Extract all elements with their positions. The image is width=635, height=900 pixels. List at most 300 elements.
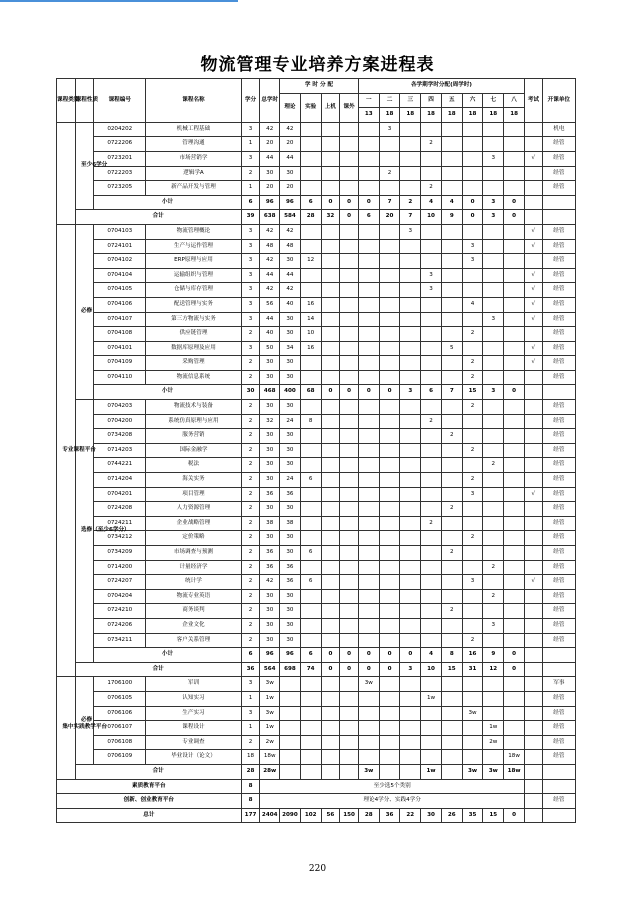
semester-hours-cell [483, 516, 504, 531]
computer-cell [321, 400, 340, 415]
computer-cell [321, 151, 340, 166]
extra-cell [340, 137, 359, 152]
header-name: 课程名称 [146, 79, 241, 123]
semester-hours-cell [358, 239, 379, 254]
course-code: 0724206 [94, 618, 146, 633]
theory-cell: 30 [280, 429, 301, 444]
experiment-cell: 102 [300, 808, 321, 823]
semester-hours-cell [441, 137, 462, 152]
unit-cell: 机电 [542, 122, 575, 137]
extra-cell [340, 487, 359, 502]
unit-cell: 经管 [542, 750, 575, 765]
experiment-cell: 10 [300, 327, 321, 342]
credits-cell: 18 [241, 750, 260, 765]
semester-hours-cell: 0 [462, 210, 483, 225]
semester-hours-cell [400, 122, 421, 137]
header-weeks: 18 [441, 108, 462, 123]
exam-mark [525, 181, 543, 196]
semester-hours-cell [504, 735, 525, 750]
semester-hours-cell [358, 473, 379, 488]
semester-hours-cell [421, 575, 442, 590]
total-hours-cell: 30 [260, 370, 280, 385]
theory-cell: 36 [280, 560, 301, 575]
semester-hours-cell [379, 254, 400, 269]
semester-hours-cell [421, 297, 442, 312]
semester-hours-cell: 2 [441, 429, 462, 444]
course-row [57, 283, 576, 298]
unit-cell: 经管 [542, 458, 575, 473]
semester-hours-cell [358, 575, 379, 590]
experiment-cell: 74 [300, 662, 321, 677]
computer-cell [321, 516, 340, 531]
course-name: 企业战略管理 [146, 516, 241, 531]
semester-hours-cell [358, 502, 379, 517]
semester-hours-cell [462, 151, 483, 166]
exam-mark [525, 531, 543, 546]
experiment-cell [300, 560, 321, 575]
semester-hours-cell [504, 633, 525, 648]
computer-cell [321, 341, 340, 356]
course-row [57, 633, 576, 648]
course-code: 0724210 [94, 604, 146, 619]
semester-hours-cell: 18w [504, 764, 525, 779]
semester-hours-cell: 2 [421, 137, 442, 152]
semester-hours-cell: 0 [504, 195, 525, 210]
computer-cell: 0 [321, 648, 340, 663]
semester-hours-cell [400, 297, 421, 312]
semester-hours-cell [421, 618, 442, 633]
total-hours-cell: 96 [260, 648, 280, 663]
semester-hours-cell [400, 721, 421, 736]
unit-cell [542, 210, 575, 225]
semester-hours-cell [379, 516, 400, 531]
course-name: 税法 [146, 458, 241, 473]
credits-cell: 2 [241, 327, 260, 342]
header-semester: 七 [483, 93, 504, 108]
semester-hours-cell [400, 575, 421, 590]
unit-cell [542, 385, 575, 400]
unit-cell: 经管 [542, 268, 575, 283]
header-semester: 八 [504, 93, 525, 108]
quality-row [57, 779, 576, 794]
theory-cell: 400 [280, 385, 301, 400]
course-code: 0724208 [94, 502, 146, 517]
exam-mark [525, 750, 543, 765]
experiment-cell [300, 239, 321, 254]
quality-note: 至少选5个类别 [260, 779, 525, 794]
course-code: 0744221 [94, 458, 146, 473]
semester-hours-cell [504, 400, 525, 415]
theory-cell: 30 [280, 356, 301, 371]
semester-hours-cell [483, 181, 504, 196]
extra-cell [340, 589, 359, 604]
total-hours-cell: 30 [260, 166, 280, 181]
semester-hours-cell [462, 283, 483, 298]
theory-cell [280, 735, 301, 750]
semester-hours-cell [400, 341, 421, 356]
semester-hours-cell [358, 560, 379, 575]
quality-label: 素质教育平台 [57, 779, 242, 794]
semester-hours-cell [379, 764, 400, 779]
computer-cell: 56 [321, 808, 340, 823]
experiment-cell: 6 [300, 575, 321, 590]
extra-cell [340, 414, 359, 429]
semester-hours-cell [441, 356, 462, 371]
semester-hours-cell [462, 312, 483, 327]
exam-mark [525, 254, 543, 269]
semester-hours-cell [358, 122, 379, 137]
semester-hours-cell [462, 122, 483, 137]
semester-hours-cell [379, 224, 400, 239]
category-cell-blank [57, 122, 76, 224]
theory-cell: 36 [280, 487, 301, 502]
semester-hours-cell: 1w [421, 691, 442, 706]
course-row [57, 618, 576, 633]
credits-cell: 2 [241, 546, 260, 561]
extra-cell [340, 341, 359, 356]
exam-mark [525, 589, 543, 604]
total-hours-cell: 30 [260, 633, 280, 648]
semester-hours-cell [504, 487, 525, 502]
category-professional-text: 专业课程平台 [62, 446, 96, 453]
total-hours-cell: 30 [260, 502, 280, 517]
semester-hours-cell: 10 [421, 662, 442, 677]
semester-hours-cell [504, 706, 525, 721]
extra-cell [340, 268, 359, 283]
semester-hours-cell [400, 283, 421, 298]
extra-cell: 0 [340, 662, 359, 677]
exam-mark [525, 618, 543, 633]
theory-cell: 30 [280, 589, 301, 604]
practice-row [57, 735, 576, 750]
unit-cell [542, 779, 575, 794]
semester-hours-cell [358, 516, 379, 531]
unit-cell: 经管 [542, 735, 575, 750]
theory-cell: 42 [280, 122, 301, 137]
unit-cell: 经管 [542, 224, 575, 239]
experiment-cell [300, 137, 321, 152]
computer-cell [321, 239, 340, 254]
semester-hours-cell: 2 [421, 181, 442, 196]
course-name: 毕业设计（论文） [146, 750, 241, 765]
semester-hours-cell [421, 122, 442, 137]
unit-cell: 经管 [542, 633, 575, 648]
semester-hours-cell: 2 [483, 589, 504, 604]
experiment-cell [300, 516, 321, 531]
semester-hours-cell: 30 [421, 808, 442, 823]
semester-hours-cell [358, 400, 379, 415]
semester-hours-cell: 3 [483, 312, 504, 327]
credits-cell: 2 [241, 443, 260, 458]
semester-hours-cell [441, 575, 462, 590]
unit-cell: 经管 [542, 516, 575, 531]
semester-hours-cell [358, 297, 379, 312]
extra-cell [340, 735, 359, 750]
semester-hours-cell [504, 356, 525, 371]
semester-hours-cell [504, 458, 525, 473]
semester-hours-cell [400, 166, 421, 181]
course-code: 0704110 [94, 370, 146, 385]
theory-cell: 30 [280, 531, 301, 546]
exam-mark: √ [525, 283, 543, 298]
header-unit: 开课单位 [542, 79, 575, 123]
course-code: 0723205 [94, 181, 146, 196]
course-code: 0704108 [94, 327, 146, 342]
credits-cell: 3 [241, 239, 260, 254]
semester-hours-cell [400, 356, 421, 371]
total-hours-cell: 42 [260, 224, 280, 239]
subtotal-row [57, 195, 576, 210]
course-name: 认知实习 [146, 691, 241, 706]
semester-hours-cell: 2 [483, 560, 504, 575]
theory-cell: 30 [280, 502, 301, 517]
exam-mark: √ [525, 312, 543, 327]
semester-hours-cell [400, 706, 421, 721]
semester-hours-cell [441, 633, 462, 648]
experiment-cell [300, 356, 321, 371]
semester-hours-cell [462, 560, 483, 575]
semester-hours-cell [400, 458, 421, 473]
theory-cell: 20 [280, 137, 301, 152]
semester-hours-cell [358, 735, 379, 750]
nature-required-text: 必修 [81, 308, 93, 315]
extra-cell: 150 [340, 808, 359, 823]
computer-cell [321, 531, 340, 546]
unit-cell: 经管 [542, 487, 575, 502]
curriculum-table [56, 78, 576, 823]
credits-cell: 2 [241, 487, 260, 502]
credits-cell: 1 [241, 691, 260, 706]
course-name: 系统仿真原理与应用 [146, 414, 241, 429]
course-code: 0704103 [94, 224, 146, 239]
semester-hours-cell: 0 [504, 648, 525, 663]
course-code: 0714200 [94, 560, 146, 575]
experiment-cell: 6 [300, 195, 321, 210]
semester-hours-cell [504, 560, 525, 575]
semester-hours-cell [379, 458, 400, 473]
course-name: 海关实务 [146, 473, 241, 488]
semester-hours-cell: 3 [483, 210, 504, 225]
credits-cell: 3 [241, 151, 260, 166]
total-hours-cell: 28w [260, 764, 280, 779]
semester-hours-cell [358, 224, 379, 239]
exam-mark [525, 779, 543, 794]
semester-hours-cell [400, 764, 421, 779]
semester-hours-cell: 9 [483, 648, 504, 663]
course-name: 定价策略 [146, 531, 241, 546]
semester-hours-cell [504, 677, 525, 692]
semester-hours-cell [400, 429, 421, 444]
semester-hours-cell [400, 750, 421, 765]
practice-row [57, 677, 576, 692]
exam-mark [525, 502, 543, 517]
course-row [57, 268, 576, 283]
unit-cell: 经管 [542, 589, 575, 604]
exam-mark [525, 429, 543, 444]
credits-cell: 39 [241, 210, 260, 225]
total-hours-cell: 30 [260, 531, 280, 546]
unit-cell: 经管 [542, 254, 575, 269]
semester-hours-cell [400, 589, 421, 604]
total-row-label: 合计 [75, 764, 241, 779]
semester-hours-cell: 0 [358, 648, 379, 663]
course-row [57, 254, 576, 269]
credits-cell: 3 [241, 706, 260, 721]
semester-hours-cell: 0 [379, 648, 400, 663]
total-hours-cell: 32 [260, 414, 280, 429]
semester-hours-cell: 2 [462, 443, 483, 458]
total-hours-cell: 20 [260, 137, 280, 152]
header-theory: 理论 [280, 93, 301, 122]
course-code: 0704200 [94, 414, 146, 429]
theory-cell: 30 [280, 618, 301, 633]
course-name: 计量经济学 [146, 560, 241, 575]
credits-cell: 3 [241, 254, 260, 269]
theory-cell: 698 [280, 662, 301, 677]
nature-min6-text: 至少6学分 [81, 162, 108, 169]
semester-hours-cell [379, 356, 400, 371]
semester-hours-cell [462, 181, 483, 196]
semester-hours-cell [400, 633, 421, 648]
semester-hours-cell [504, 181, 525, 196]
theory-cell: 38 [280, 516, 301, 531]
semester-hours-cell: 0 [400, 648, 421, 663]
computer-cell [321, 487, 340, 502]
experiment-cell [300, 706, 321, 721]
semester-hours-cell [400, 151, 421, 166]
credits-cell: 2 [241, 618, 260, 633]
experiment-cell: 6 [300, 648, 321, 663]
semester-hours-cell [462, 735, 483, 750]
semester-hours-cell [504, 589, 525, 604]
semester-hours-cell [462, 691, 483, 706]
semester-hours-cell [441, 443, 462, 458]
semester-hours-cell [400, 618, 421, 633]
semester-hours-cell [504, 531, 525, 546]
semester-hours-cell [379, 473, 400, 488]
course-row [57, 341, 576, 356]
extra-cell [340, 502, 359, 517]
experiment-cell [300, 633, 321, 648]
header-semester: 六 [462, 93, 483, 108]
credits-cell: 2 [241, 473, 260, 488]
course-row [57, 560, 576, 575]
extra-cell [340, 516, 359, 531]
computer-cell [321, 312, 340, 327]
semester-hours-cell [400, 181, 421, 196]
total-hours-cell: 30 [260, 429, 280, 444]
semester-hours-cell [358, 458, 379, 473]
course-row [57, 502, 576, 517]
semester-hours-cell: 20 [379, 210, 400, 225]
extra-cell [340, 560, 359, 575]
semester-hours-cell [379, 283, 400, 298]
semester-hours-cell: 2 [441, 502, 462, 517]
course-row [57, 443, 576, 458]
subtotal-row-label: 小计 [94, 385, 241, 400]
subtotal-row [57, 385, 576, 400]
total-hours-cell: 20 [260, 181, 280, 196]
semester-hours-cell [441, 122, 462, 137]
semester-hours-cell [504, 327, 525, 342]
header-nature: 课程性质 [75, 79, 94, 123]
semester-hours-cell: 6 [358, 210, 379, 225]
experiment-cell [300, 589, 321, 604]
nature-elective-text: 选修（至少6学分） [81, 527, 130, 534]
exam-mark [525, 195, 543, 210]
credits-cell: 2 [241, 370, 260, 385]
course-code: 0704101 [94, 341, 146, 356]
extra-cell: 0 [340, 648, 359, 663]
computer-cell [321, 283, 340, 298]
computer-cell [321, 560, 340, 575]
experiment-cell [300, 604, 321, 619]
semester-hours-cell: 22 [400, 808, 421, 823]
semester-hours-cell [421, 224, 442, 239]
semester-hours-cell [379, 677, 400, 692]
exam-mark [525, 385, 543, 400]
subtotal-row-label: 小计 [94, 648, 241, 663]
course-name: 数据库原理及应用 [146, 341, 241, 356]
semester-hours-cell: 12 [483, 662, 504, 677]
theory-cell: 30 [280, 443, 301, 458]
semester-hours-cell: 3w [462, 706, 483, 721]
header-weeks: 18 [504, 108, 525, 123]
unit-cell: 经管 [542, 181, 575, 196]
theory-cell: 30 [280, 546, 301, 561]
extra-cell [340, 166, 359, 181]
semester-hours-cell [379, 560, 400, 575]
semester-hours-cell: 8 [441, 648, 462, 663]
theory-cell: 24 [280, 473, 301, 488]
course-name: 物流管理概论 [146, 224, 241, 239]
semester-hours-cell [400, 691, 421, 706]
semester-hours-cell [504, 502, 525, 517]
semester-hours-cell [400, 560, 421, 575]
total-hours-cell: 30 [260, 458, 280, 473]
course-name: 第三方物流与实务 [146, 312, 241, 327]
semester-hours-cell [483, 327, 504, 342]
course-code: 0734211 [94, 633, 146, 648]
exam-mark: √ [525, 297, 543, 312]
semester-hours-cell [400, 502, 421, 517]
semester-hours-cell: 18w [504, 750, 525, 765]
semester-hours-cell: 3 [400, 385, 421, 400]
theory-cell [280, 706, 301, 721]
semester-hours-cell [441, 721, 462, 736]
computer-cell [321, 429, 340, 444]
semester-hours-cell [441, 151, 462, 166]
total-hours-cell: 468 [260, 385, 280, 400]
exam-mark: √ [525, 356, 543, 371]
unit-cell: 经管 [542, 546, 575, 561]
total-hours-cell: 44 [260, 312, 280, 327]
experiment-cell [300, 721, 321, 736]
unit-cell: 经管 [542, 327, 575, 342]
semester-hours-cell [379, 239, 400, 254]
semester-hours-cell [441, 589, 462, 604]
exam-mark [525, 764, 543, 779]
theory-cell: 30 [280, 166, 301, 181]
total-hours-cell: 3w [260, 706, 280, 721]
course-code: 0734209 [94, 546, 146, 561]
theory-cell: 24 [280, 414, 301, 429]
course-code: 0706105 [94, 691, 146, 706]
course-name: 服务营销 [146, 429, 241, 444]
semester-hours-cell [504, 691, 525, 706]
course-code: 0704104 [94, 268, 146, 283]
semester-hours-cell [462, 546, 483, 561]
